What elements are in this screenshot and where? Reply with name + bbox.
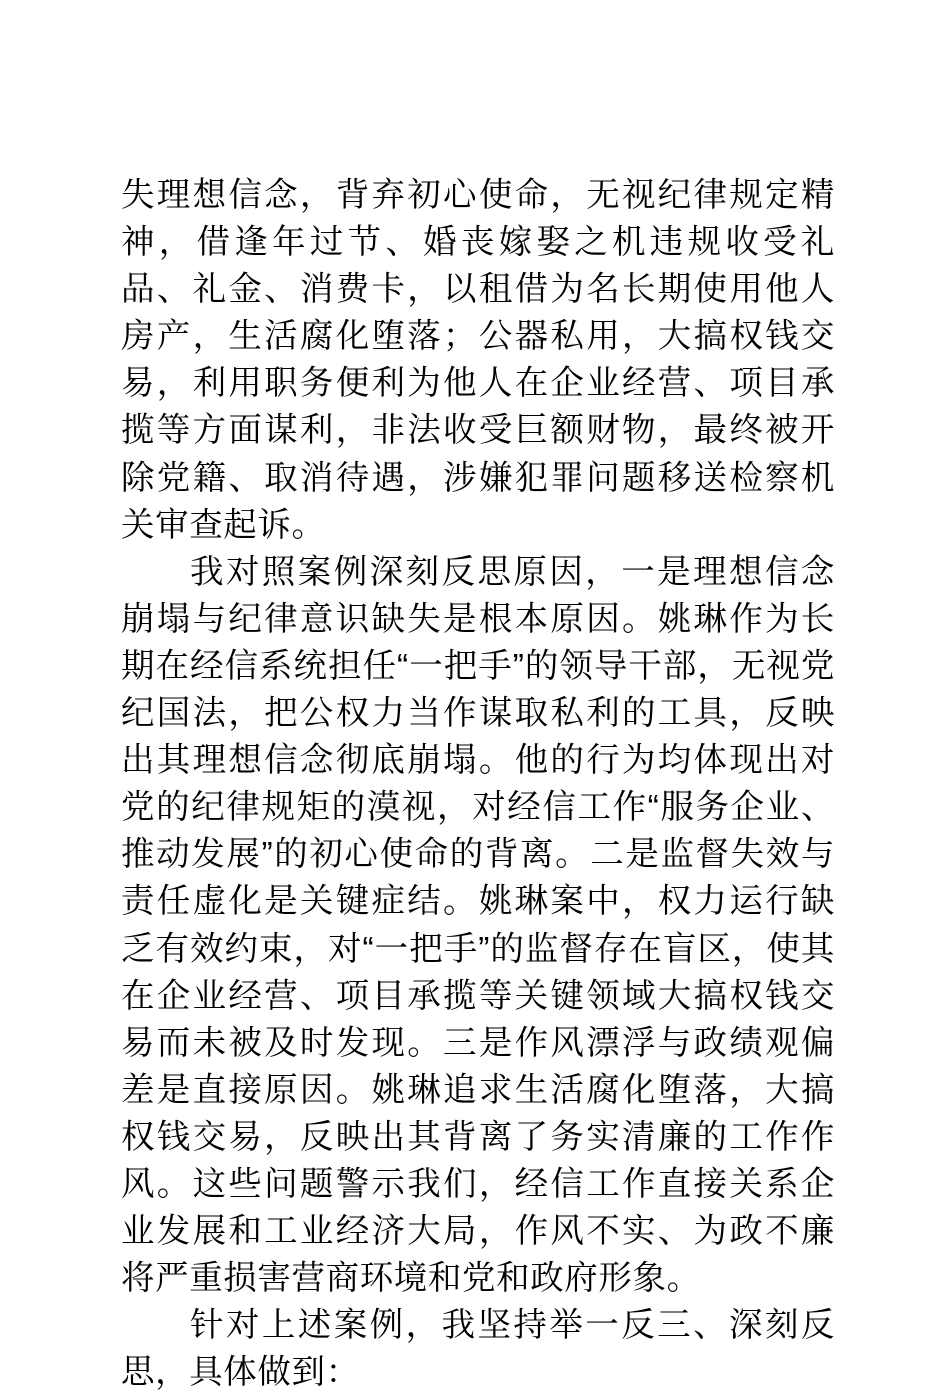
paragraph-1: 失理想信念，背弃初心使命，无视纪律规定精神，借逢年过节、婚丧嫁娶之机违规收受礼品、礼金、消费卡，以租借为名长期使用他人房产，生活腐化堕落；公器私用，大搞权钱交易，利用职务便利为他人在企业经营、项目承揽等方面谋利，非法收受巨额财物，最终被开除党籍、取消待遇，涉嫌犯罪问题移送检察机关审查起诉。 xyxy=(121,177,835,544)
paragraph-2: 我对照案例深刻反思原因，一是理想信念崩塌与纪律意识缺失是根本原因。姚琳作为长期在经信系统担任“一把手”的领导干部，无视党纪国法，把公权力当作谋取私利的工具，反映出其理想信念彻底崩塌。他的行为均体现出对党的纪律规矩的漠视，对经信工作“服务企业、推动发展”的初心使命的背离。二是监督失效与责任虚化是关键症结。姚琳案中，权力运行缺乏有效约束，对“一把手”的监督存在盲区，使其在企业经营、项目承揽等关键领域大搞权钱交易而未被及时发现。三是作风漂浮与政绩观偏差是直接原因。姚琳追求生活腐化堕落，大搞权钱交易，反映出其背离了务实清廉的工作作风。这些问题警示我们，经信工作直接关系企业发展和工业经济大局，作风不实、为政不廉将严重损害营商环境和党和政府形象。 xyxy=(121,553,835,1298)
paragraph-3: 针对上述案例，我坚持举一反三、深刻反思，具体做到： xyxy=(121,1307,835,1392)
document-text-body xyxy=(121,172,835,1396)
